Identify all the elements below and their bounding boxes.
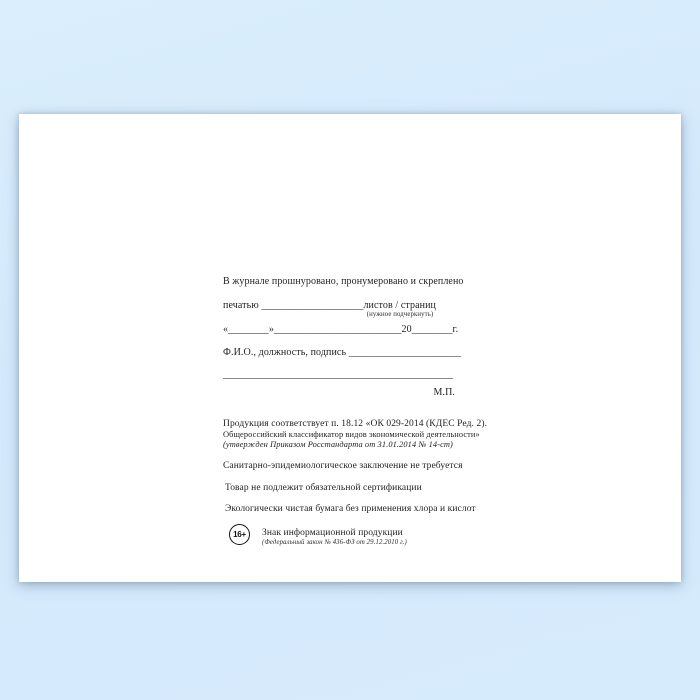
document-page	[19, 114, 681, 582]
certification-statement: Товар не подлежит обязательной сертификации	[225, 483, 422, 493]
product-conformity-line-3: (утвержден Приказом Росстандарта от 31.01.2014 № 14-ст)	[223, 440, 453, 449]
age-rating-16-icon: 16+	[229, 524, 250, 545]
federal-law-reference: (Федеральный закон № 436-ФЗ от 29.12.2010 г.)	[262, 539, 407, 546]
stamp-place-abbr: М.П.	[433, 387, 455, 398]
journal-binding-statement: В журнале прошнуровано, пронумеровано и скреплено	[223, 276, 464, 287]
sanitary-statement: Санитарно-эпидемиологическое заключение не требуется	[223, 461, 463, 471]
underline-as-needed-note: (нужное подчеркнуть)	[366, 311, 434, 318]
blank-fill-line: ______________________________________________	[223, 369, 453, 380]
product-conformity-line-2: Общероссийский классификатор видов экономической деятельности»	[223, 430, 480, 439]
name-position-signature-line: Ф.И.О., должность, подпись ______________________	[223, 347, 461, 358]
information-product-mark-title: Знак информационной продукции	[262, 528, 403, 538]
date-fill-line: «________»_________________________20________г.	[223, 324, 459, 335]
product-conformity-line-1: Продукция соответствует п. 18.12 «ОК 029-2014 (КДЕС Ред. 2).	[223, 419, 488, 429]
seal-sheets-line: печатью ____________________листов / страниц	[223, 300, 436, 311]
eco-paper-statement: Экологически чистая бумага без применения хлора и кислот	[225, 504, 476, 514]
